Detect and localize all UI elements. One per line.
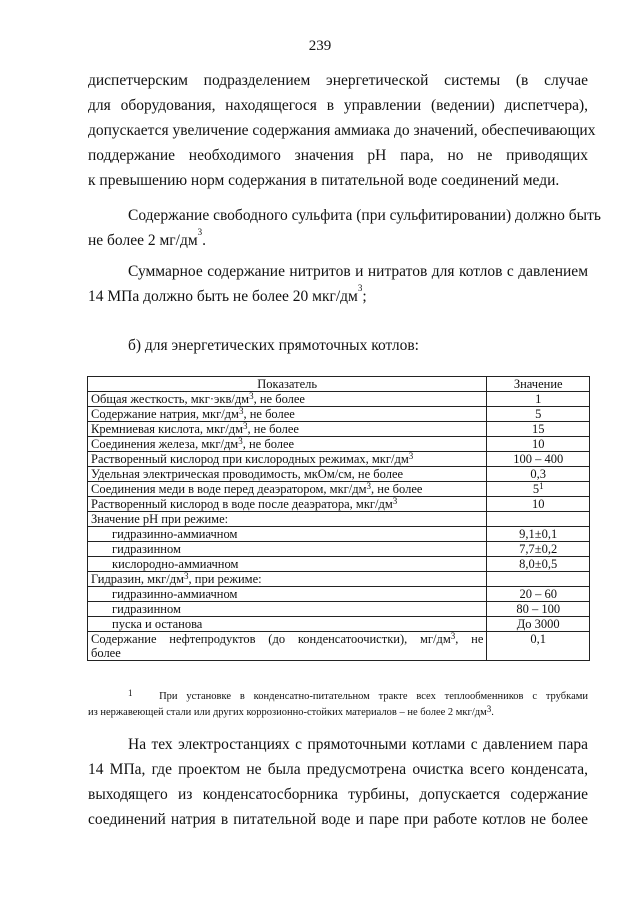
paragraph-1 [88, 68, 596, 193]
table-row [88, 542, 590, 557]
text-line: допускается увеличение содержания аммиака до значений, обеспечивающих [88, 122, 596, 139]
parameter-cell: Содержание нефтепродуктов (до конденсатоочистки), $мг/дм^3$, не более [88, 632, 487, 661]
value-cell: 10 [487, 497, 590, 512]
table-row [88, 482, 590, 497]
value-cell [487, 512, 590, 527]
paragraph-2 [88, 203, 601, 253]
table-row [88, 452, 590, 467]
value-cell: 80 – 100 [487, 602, 590, 617]
text-line: диспетчерским подразделением энергетической системы (в случае [88, 72, 588, 89]
value-cell: 10 [487, 437, 590, 452]
parameter-cell: кислородно-аммиачном [88, 557, 487, 572]
parameter-cell: Кремниевая кислота, мкг/$дм^3$, не более [88, 422, 487, 437]
footnote-marker: 1 [539, 481, 544, 491]
value-cell: 5 [487, 407, 590, 422]
table-row [88, 632, 590, 661]
parameter-cell: пуска и останова [88, 617, 487, 632]
text-line: для оборудования, находящегося в управлении (ведении) диспетчера), [88, 97, 588, 114]
value-cell: 8,0±0,5 [487, 557, 590, 572]
value-cell: До 3000 [487, 617, 590, 632]
value-cell: 0,3 [487, 467, 590, 482]
parameter-cell: Общая жесткость, $мкг\cdot экв/дм^3$, не более [88, 392, 487, 407]
table-row [88, 422, 590, 437]
table-row [88, 497, 590, 512]
quality-norms-table [87, 376, 590, 661]
value-cell: $5^1$ [487, 482, 590, 497]
superscript: 3 [357, 283, 363, 293]
footnote [88, 689, 588, 721]
superscript: 3 [197, 227, 203, 237]
text-line: поддержание необходимого значения pH пара, но не приводящих [88, 147, 588, 164]
column-header-parameter: Показатель [88, 377, 487, 392]
parameter-cell: Значение pH при режиме: [88, 512, 487, 527]
table-row [88, 467, 590, 482]
footnote-marker: 1 [128, 688, 133, 698]
parameter-cell: Содержание натрия, мкг/$дм^3$, не более [88, 407, 487, 422]
table-row [88, 602, 590, 617]
parameter-cell: гидразинно-аммиачном [88, 587, 487, 602]
paragraph-4 [88, 732, 588, 832]
text-line: не более 2 $мг/дм^3$. [88, 227, 207, 249]
table-row [88, 437, 590, 452]
table-row [88, 527, 590, 542]
table-header-row [88, 377, 590, 392]
parameter-cell: Растворенный кислород в воде после деаэратора, мкг/$дм^3$ [88, 497, 487, 512]
text-line: 14 МПа должно быть не более 20 мкг/$дм^3$; [88, 283, 367, 305]
parameter-cell: гидразинном [88, 542, 487, 557]
column-header-value: Значение [487, 377, 590, 392]
parameter-cell: Соединения меди в воде перед деаэратором, мкг/$дм^3$, не более [88, 482, 487, 497]
text-line: На тех электростанциях с прямоточными котлами с давлением пара [128, 736, 588, 753]
table-row [88, 407, 590, 422]
value-cell: 9,1±0,1 [487, 527, 590, 542]
value-cell: 100 – 400 [487, 452, 590, 467]
text-line: 14 МПа, где проектом не была предусмотрена очистка всего конденсата, [88, 761, 588, 778]
section-heading: б) для энергетических прямоточных котлов: [128, 337, 419, 354]
text-line: соединений натрия в питательной воде и паре при работе котлов не более [88, 811, 588, 828]
table-row [88, 557, 590, 572]
text-line: $^1$ При установке в конденсатно-питательном тракте всех теплообменников с трубками [128, 688, 588, 702]
value-cell: 15 [487, 422, 590, 437]
parameter-cell: гидразинном [88, 602, 487, 617]
table-row [88, 572, 590, 587]
parameter-cell: Удельная электрическая проводимость, мкОм/см, не более [88, 467, 487, 482]
value-cell: 20 – 60 [487, 587, 590, 602]
parameter-cell: Растворенный кислород при кислородных режимах, мкг/$дм^3$ [88, 452, 487, 467]
text-line: из нержавеющей стали или других коррозионно-стойких материалов – не более 2 мкг/$дм^3$. [88, 704, 494, 718]
text-line: Суммарное содержание нитритов и нитратов для котлов с давлением [128, 263, 588, 280]
table-row [88, 512, 590, 527]
text-line: к превышению норм содержания в питательной воде соединений меди. [88, 172, 560, 189]
value-cell: 1 [487, 392, 590, 407]
parameter-cell: Соединения железа, мкг/$дм^3$, не более [88, 437, 487, 452]
parameter-cell: Гидразин, мкг/$дм^3$, при режиме: [88, 572, 487, 587]
table-row [88, 587, 590, 602]
table-row [88, 392, 590, 407]
text-line: Содержание свободного сульфита (при сульфитировании) должно быть [128, 207, 601, 224]
value-cell: 7,7±0,2 [487, 542, 590, 557]
page-number: 239 [308, 38, 332, 54]
value-cell [487, 572, 590, 587]
text-line: выходящего из конденсатосборника турбины, допускается содержание [88, 786, 588, 803]
parameter-cell: гидразинно-аммиачном [88, 527, 487, 542]
table-row [88, 617, 590, 632]
paragraph-3 [88, 259, 588, 309]
value-cell: 0,1 [487, 632, 590, 661]
